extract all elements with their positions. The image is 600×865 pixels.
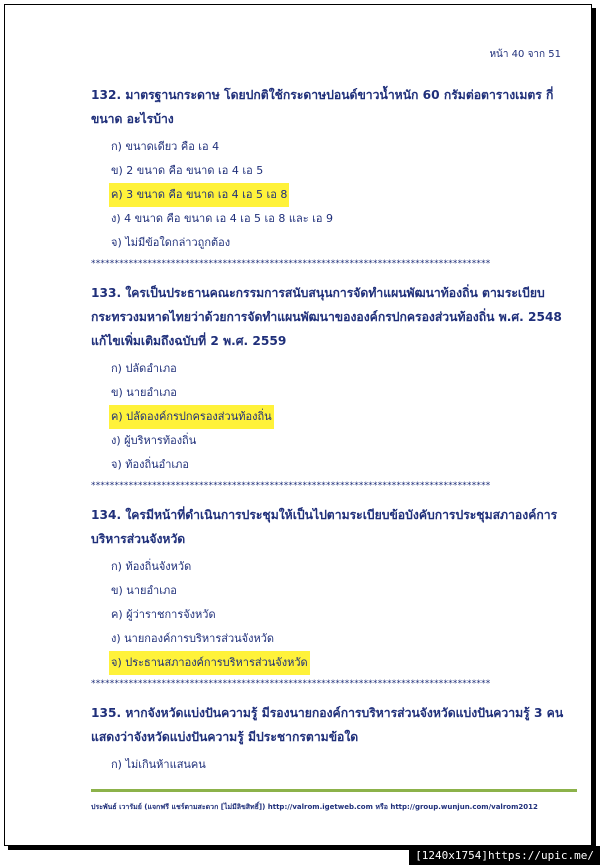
option-item	[91, 381, 581, 405]
option-item	[91, 231, 581, 255]
option-label: ง) นายกองค์การบริหารส่วนจังหวัด	[111, 632, 275, 645]
questions-container	[91, 83, 581, 777]
option-item	[91, 453, 581, 477]
option-label: ค) ปลัดองค์กรปกครองส่วนท้องถิ่น	[109, 405, 274, 429]
question-text: 133. ใครเป็นประธานคณะกรรมการสนับสนุนการจัดทำแผนพัฒนาท้องถิ่น ตามระเบียบกระทรวงมหาดไทยว่าด้วยการจัดทำแผนพัฒนาขององค์กรปกครองส่วนท้องถิ่น พ.ศ. 2548 แก้ไขเพิ่มเติมถึงฉบับที่ 2 พ.ศ. 2559	[91, 286, 562, 348]
option-item	[91, 603, 581, 627]
option-label: ก) ขนาดเดียว คือ เอ 4	[111, 140, 220, 153]
separator-line: *************************************************************************************	[91, 259, 491, 269]
option-label: ข) นายอำเภอ	[111, 584, 177, 597]
option-item	[91, 159, 581, 183]
option-list	[91, 135, 581, 255]
option-label: ก) ไม่เกินห้าแสนคน	[111, 758, 206, 771]
option-item	[91, 579, 581, 603]
question-text: 132. มาตรฐานกระดาษ โดยปกติใช้กระดาษปอนด์ขาวน้ำหนัก 60 กรัมต่อตารางเมตร กี่ขนาด อะไรบ้าง	[91, 88, 554, 126]
question-133	[91, 281, 581, 493]
option-label: ข) นายอำเภอ	[111, 386, 177, 399]
option-item	[91, 753, 581, 777]
option-item	[91, 135, 581, 159]
option-label: ง) 4 ขนาด คือ ขนาด เอ 4 เอ 5 เอ 8 และ เอ 9	[111, 212, 333, 225]
option-label: ก) ปลัดอำเภอ	[111, 362, 177, 375]
option-label: จ) ท้องถิ่นอำเภอ	[111, 458, 190, 471]
option-label: ค) 3 ขนาด คือ ขนาด เอ 4 เอ 5 เอ 8	[109, 183, 289, 207]
footer-credit: ประพันธ์ เวารัมย์ (แจกฟรี แชร์ตามสะดวก [ไม่มีลิขสิทธิ์]) http://valrom.igetweb.com หรือ http://group.wunjun.com/valrom2012	[91, 803, 538, 811]
footer-rule	[91, 789, 577, 792]
option-list	[91, 357, 581, 477]
option-label: ค) ผู้ว่าราชการจังหวัด	[111, 608, 216, 621]
option-label: จ) ไม่มีข้อใดกล่าวถูกต้อง	[111, 236, 231, 249]
option-label: ข) 2 ขนาด คือ ขนาด เอ 4 เอ 5	[111, 164, 264, 177]
option-list	[91, 555, 581, 675]
option-label: ก) ท้องถิ่นจังหวัด	[111, 560, 192, 573]
option-label: จ) ประธานสภาองค์การบริหารส่วนจังหวัด	[109, 651, 310, 675]
option-item-correct	[91, 183, 581, 207]
option-item	[91, 207, 581, 231]
image-host-watermark: [1240x1754]https://upic.me/	[409, 846, 600, 865]
option-list	[91, 753, 581, 777]
page-number: หน้า 40 จาก 51	[489, 49, 561, 60]
question-text: 134. ใครมีหน้าที่ดำเนินการประชุมให้เป็นไปตามระเบียบข้อบังคับการประชุมสภาองค์การบริหารส่วนจังหวัด	[91, 508, 558, 546]
question-132	[91, 83, 581, 271]
option-item	[91, 357, 581, 381]
separator-line: *************************************************************************************	[91, 679, 491, 689]
question-134	[91, 503, 581, 691]
option-item-correct	[91, 405, 581, 429]
document-page	[4, 4, 592, 846]
question-text: 135. หากจังหวัดแบ่งปันความรู้ มีรองนายกองค์การบริหารส่วนจังหวัดแบ่งปันความรู้ 3 คน แสดงว่าจังหวัดแบ่งปันความรู้ มีประชากรตามข้อใด	[91, 706, 564, 744]
option-label: ง) ผู้บริหารท้องถิ่น	[111, 434, 197, 447]
separator-line: *************************************************************************************	[91, 481, 491, 491]
option-item	[91, 555, 581, 579]
option-item-correct	[91, 651, 581, 675]
question-135	[91, 701, 581, 777]
option-item	[91, 429, 581, 453]
option-item	[91, 627, 581, 651]
